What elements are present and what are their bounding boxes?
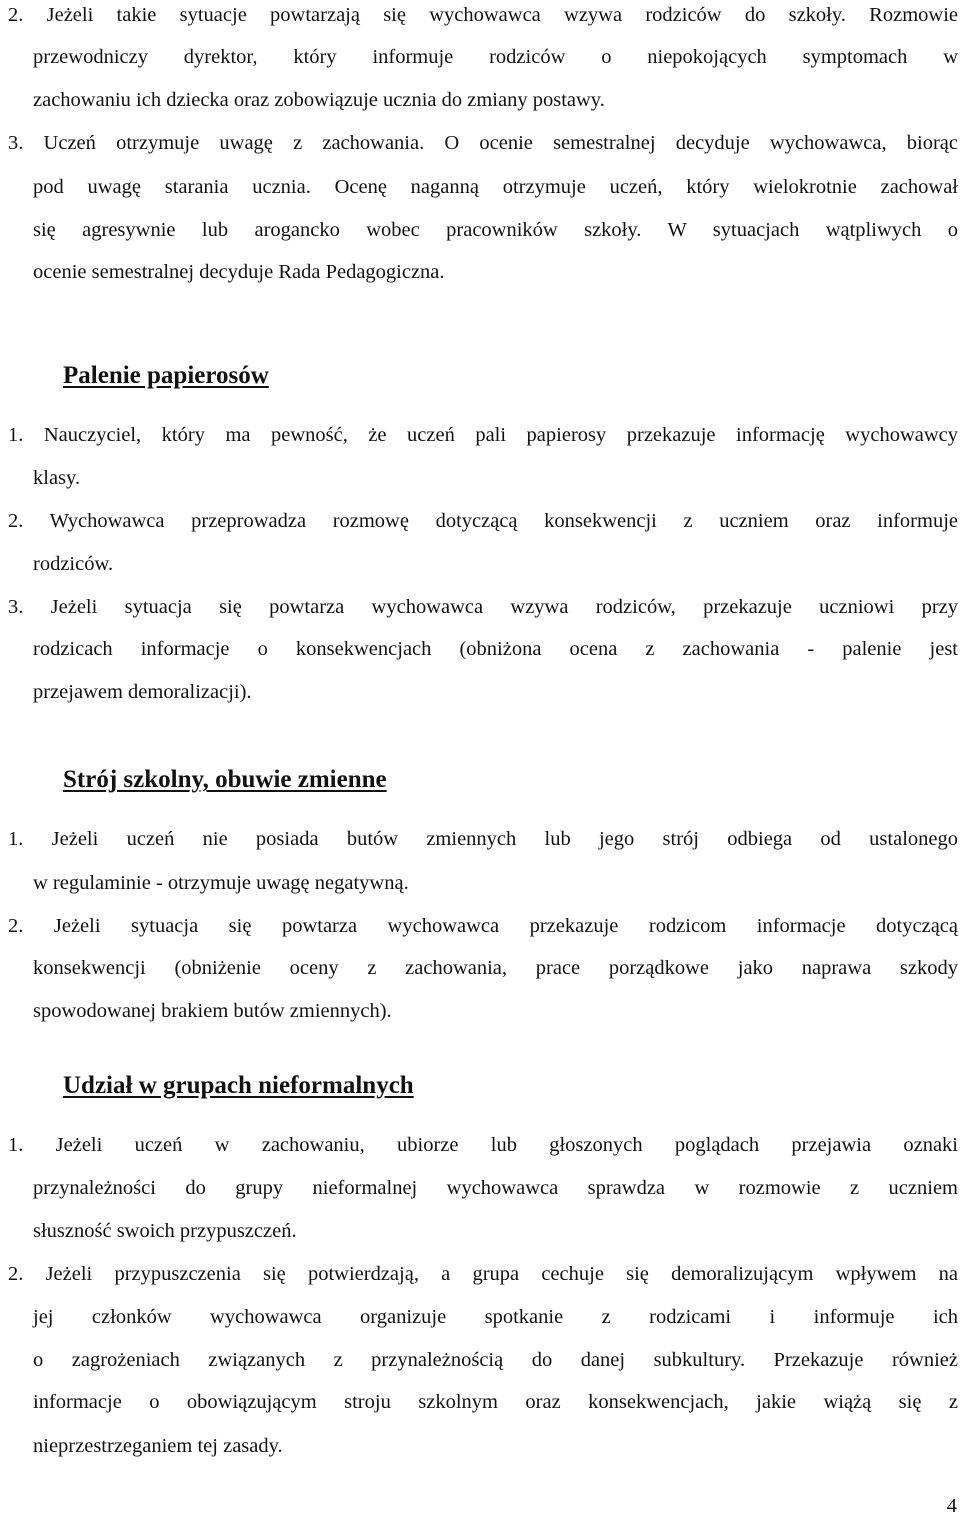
paragraph-line: 1. Nauczyciel, który ma pewność, że uczeń pali papierosy przekazuje informację wychowawcy: [8, 424, 958, 446]
paragraph-line: ocenie semestralnej decyduje Rada Pedagogiczna.: [33, 261, 445, 283]
paragraph-line: słuszność swoich przypuszczeń.: [33, 1220, 297, 1242]
paragraph-line: 3. Jeżeli sytuacja się powtarza wychowawca wzywa rodziców, przekazuje uczniowi przy: [8, 596, 958, 618]
paragraph-line: 2. Jeżeli przypuszczenia się potwierdzają, a grupa cechuje się demoralizującym wpływem na: [8, 1263, 958, 1285]
paragraph-line: przejawem demoralizacji).: [33, 681, 252, 703]
section-heading: Palenie papierosów: [63, 362, 269, 389]
paragraph-line: konsekwencji (obniżenie oceny z zachowania, prace porządkowe jako naprawa szkody: [33, 957, 958, 979]
paragraph-line: 1. Jeżeli uczeń w zachowaniu, ubiorze lub głoszonych poglądach przejawia oznaki: [8, 1134, 958, 1156]
paragraph-line: spowodowanej brakiem butów zmiennych).: [33, 1000, 392, 1022]
paragraph-line: 2. Wychowawca przeprowadza rozmowę dotyczącą konsekwencji z uczniem oraz informuje: [8, 510, 958, 532]
paragraph-line: 2. Jeżeli takie sytuacje powtarzają się wychowawca wzywa rodziców do szkoły. Rozmowie: [8, 4, 958, 26]
paragraph-line: 3. Uczeń otrzymuje uwagę z zachowania. O ocenie semestralnej decyduje wychowawca, biorąc: [8, 132, 958, 154]
paragraph-line: rodziców.: [33, 553, 114, 575]
paragraph-line: 2. Jeżeli sytuacja się powtarza wychowawca przekazuje rodzicom informacje dotyczącą: [8, 915, 958, 937]
paragraph-line: się agresywnie lub arogancko wobec pracowników szkoły. W sytuacjach wątpliwych o: [33, 219, 958, 241]
paragraph-line: w regulaminie - otrzymuje uwagę negatywną.: [33, 872, 409, 894]
paragraph-line: nieprzestrzeganiem tej zasady.: [33, 1435, 283, 1457]
section-heading: Strój szkolny, obuwie zmienne: [63, 766, 387, 793]
paragraph-line: o zagrożeniach związanych z przynależnością do danej subkultury. Przekazuje również: [33, 1349, 958, 1371]
paragraph-line: pod uwagę starania ucznia. Ocenę naganną otrzymuje uczeń, który wielokrotnie zachował: [33, 176, 958, 198]
paragraph-line: informacje o obowiązującym stroju szkolnym oraz konsekwencjach, jakie wiążą się z: [33, 1391, 958, 1413]
paragraph-line: jej członków wychowawca organizuje spotkanie z rodzicami i informuje ich: [33, 1306, 958, 1328]
paragraph-line: przewodniczy dyrektor, który informuje rodziców o niepokojących symptomach w: [33, 46, 958, 68]
paragraph-line: rodzicach informacje o konsekwencjach (obniżona ocena z zachowania - palenie jest: [33, 638, 958, 660]
section-heading: Udział w grupach nieformalnych: [63, 1072, 414, 1099]
paragraph-line: 1. Jeżeli uczeń nie posiada butów zmiennych lub jego strój odbiega od ustalonego: [8, 828, 958, 850]
paragraph-line: zachowaniu ich dziecka oraz zobowiązuje ucznia do zmiany postawy.: [33, 89, 605, 111]
paragraph-line: klasy.: [33, 467, 81, 489]
paragraph-line: przynależności do grupy nieformalnej wychowawca sprawdza w rozmowie z uczniem: [33, 1177, 958, 1199]
page-number: 4: [946, 1495, 957, 1517]
